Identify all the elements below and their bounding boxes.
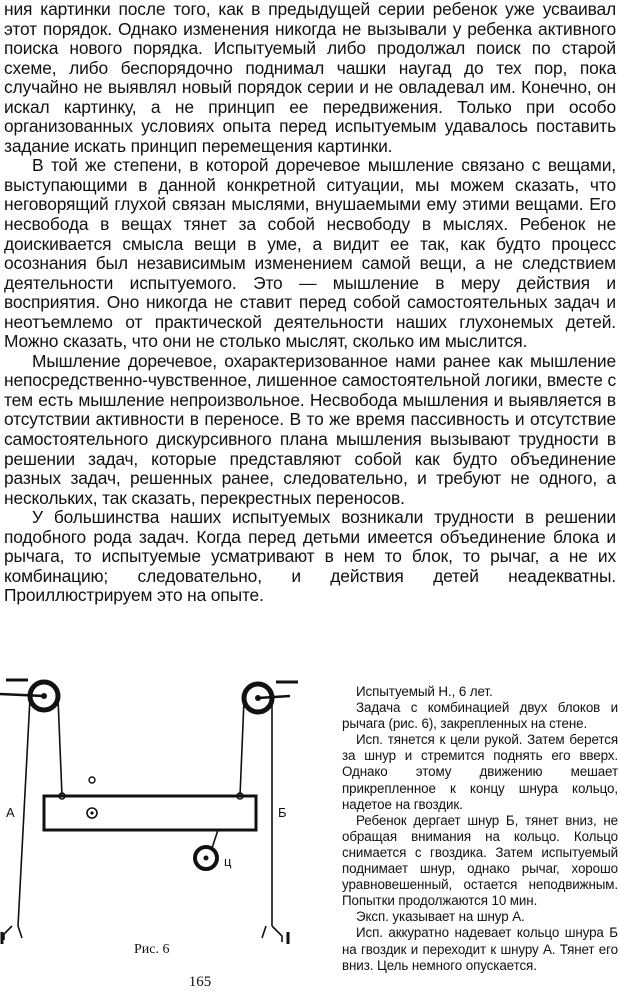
protocol-line-2: Задача с комбинацией двух блоков и рычага (рис. 6), закрепленных на стене. xyxy=(342,700,618,732)
figure-caption: Рис. 6 xyxy=(134,942,170,957)
protocol-line-5: Эксп. указывает на шнур А. xyxy=(356,909,525,925)
label-a: А xyxy=(6,805,15,820)
experiment-protocol xyxy=(342,684,618,974)
pulley-lever-diagram xyxy=(0,676,330,966)
protocol-line-3: Исп. тянется к цели рукой. Затем берется за шнур и стремится поднять его вверх. Однако этому движению мешает прикрепленное к концу шнура кольцо, надетое на гвоздик. xyxy=(342,732,618,812)
target-ring xyxy=(195,830,218,869)
nail-icon xyxy=(89,777,95,783)
protocol-line-1: Испытуемый Н., 6 лет. xyxy=(356,684,493,699)
paragraph-3: Мышление доречевое, охарактеризованное нами ранее как мышление непосредственно-чувственное, лишенное самостоятельной логики, вместе с тем есть мышление непроизвольное. Несвобода мышления и выявляется в отсутствии активности в переносе. В то же время пассивность и отсутствие самостоятельного дискурсивного плана мышления вызывают трудности в решении задач, которые представляют собой как будто объединение разных задач, решенных ранее, следовательно, и требуют не одного, а нескольких, так сказать, перекрестных переносов. xyxy=(4,350,616,508)
protocol-line-6: Исп. аккуратно надевает кольцо шнура Б на гвоздик и переходит к шнуру А. Тянет его вниз. Цель немного опускается. xyxy=(342,925,618,973)
label-c: ц xyxy=(224,854,232,869)
protocol-line-4: Ребенок дергает шнур Б, тянет вниз, не обращая внимания на кольцо. Кольцо снимается с гвоздика. Затем испытуемый поднимает шнур, однако рычаг, хорошо уравновешенный, остается неподвижным. Попытки продолжаются 10 мин. xyxy=(342,812,618,909)
label-b: Б xyxy=(278,805,287,820)
right-pulley xyxy=(244,682,298,712)
lever-beam xyxy=(44,793,256,830)
paragraph-2: В той же степени, в которой доречевое мышление связано с вещами, выступающими в данной конкретной ситуации, мы можем сказать, что неговорящий глухой связан мыслями, внушаемыми ему этими вещами. Его несвобода в вещах тянет за собой несвободу в мыслях. Ребенок не доискивается смысла вещи в уме, а видит ее так, как будто процесс осознания был независимым изменением самой вещи, а не следствием деятельности испытуемого. Это — мышление в меру действия и восприятия. Оно никогда не ставит перед собой самостоятельных задач и неотъемлемо от практической деятельности наших глухонемых детей. Можно сказать, что они не столько мыслят, сколько им мыслится. xyxy=(4,155,616,352)
figure-pulley-lever xyxy=(0,676,330,966)
paragraph-4: У большинства наших испытуемых возникали трудности в решении подобного рода задач. Когда перед детьми имеется объединение блока и рычага, то испытуемые усматривают в нем то блок, то рычаг, а не их комбинацию; следовательно, и действия детей неадекватны. Проиллюстрируем это на опыте. xyxy=(4,507,616,606)
page-number: 165 xyxy=(188,974,212,990)
main-text-block xyxy=(4,0,616,606)
paragraph-1: ния картинки после того, как в предыдущей серии ребенок уже усваивал этот порядок. Однако изменения никогда не вызывали у ребенка активного поиска нового порядка. Испытуемый либо продолжал поиск по старой схеме, либо беспорядочно поднимал чашки наугад до тех пор, пока случайно не выявлял новый порядок серии и не овладевал им. Конечно, он искал картинку, а не принцип ее передвижения. Только при особо организованных условиях опыта перед испытуемым удавалось поставить задание искать принцип перемещения картинки. xyxy=(4,0,616,156)
